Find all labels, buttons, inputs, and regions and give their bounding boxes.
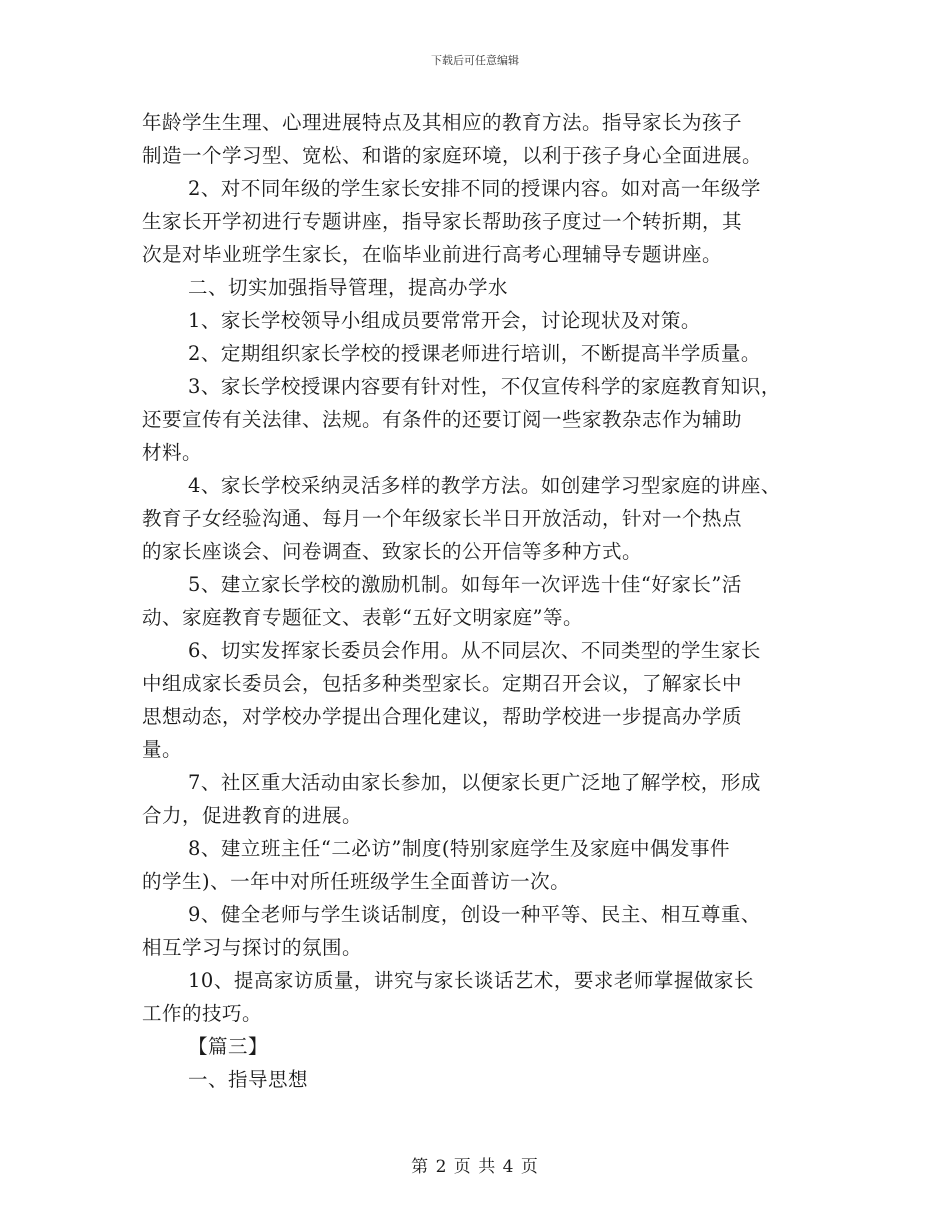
text-line: 次是对毕业班学生家长，在临毕业前进行高考心理辅导专题讲座。 <box>142 243 723 266</box>
text-line: 2、定期组织家长学校的授课老师进行培训，不断提高半学质量。 <box>188 342 761 365</box>
text-line: 思想动态，对学校办学提出合理化建议，帮助学校进一步提高办学质 <box>142 705 743 728</box>
text-line: 工作的技巧。 <box>142 1002 263 1025</box>
text-line: 6、切实发挥家长委员会作用。从不同层次、不同类型的学生家长 <box>188 639 761 662</box>
text-line: 动、家庭教育专题征文、表彰“五好文明家庭”等。 <box>142 606 583 629</box>
document-body <box>142 106 832 1096</box>
page-header: 下载后可任意编辑 <box>431 54 519 67</box>
text-line: 教育子女经验沟通、每月一个年级家长半日开放活动，针对一个热点 <box>142 507 743 530</box>
text-line: 9、健全老师与学生谈话制度，创设一种平等、民主、相互尊重、 <box>188 903 761 926</box>
text-line: 一、指导思想 <box>188 1068 309 1091</box>
text-line: 量。 <box>142 738 183 761</box>
text-line: 的学生)、一年中对所任班级学生全面普访一次。 <box>142 870 571 893</box>
text-line: 1、家长学校领导小组成员要常常开会，讨论现状及对策。 <box>188 309 701 332</box>
text-line: 8、建立班主任“二必访”制度(特别家庭学生及家庭中偶发事件 <box>188 837 730 860</box>
text-line: 材料。 <box>142 441 203 464</box>
text-line: 的家长座谈会、问卷调查、致家长的公开信等多种方式。 <box>142 540 643 563</box>
text-line: 4、家长学校采纳灵活多样的教学方法。如创建学习型家庭的讲座、 <box>188 474 781 497</box>
text-line: 中组成家长委员会，包括多种类型家长。定期召开会议，了解家长中 <box>142 672 743 695</box>
text-line: 10、提高家访质量，讲究与家长谈话艺术，要求老师掌握做家长 <box>188 969 754 992</box>
text-line: 5、建立家长学校的激励机制。如每年一次评选十佳“好家长”活 <box>188 573 742 596</box>
text-line: 二、切实加强指导管理，提高办学水 <box>188 276 509 299</box>
text-line: 2、对不同年级的学生家长安排不同的授课内容。如对高一年级学 <box>188 177 761 200</box>
page-footer: 第 2 页 共 4 页 <box>411 1157 539 1177</box>
text-line: 生家长开学初进行专题讲座，指导家长帮助孩子度过一个转折期，其 <box>142 210 743 233</box>
text-line: 3、家长学校授课内容要有针对性，不仅宣传科学的家庭教育知识， <box>188 375 781 398</box>
text-line: 7、社区重大活动由家长参加，以便家长更广泛地了解学校，形成 <box>188 771 761 794</box>
text-line: 还要宣传有关法律、法规。有条件的还要订阅一些家教杂志作为辅助 <box>142 408 743 431</box>
text-line: 【篇三】 <box>188 1035 269 1058</box>
text-line: 制造一个学习型、宽松、和谐的家庭环境，以利于孩子身心全面进展。 <box>142 144 763 167</box>
text-line: 年龄学生生理、心理进展特点及其相应的教育方法。指导家长为孩子 <box>142 111 743 134</box>
text-line: 合力，促进教育的进展。 <box>142 804 363 827</box>
text-line: 相互学习与探讨的氛围。 <box>142 936 363 959</box>
